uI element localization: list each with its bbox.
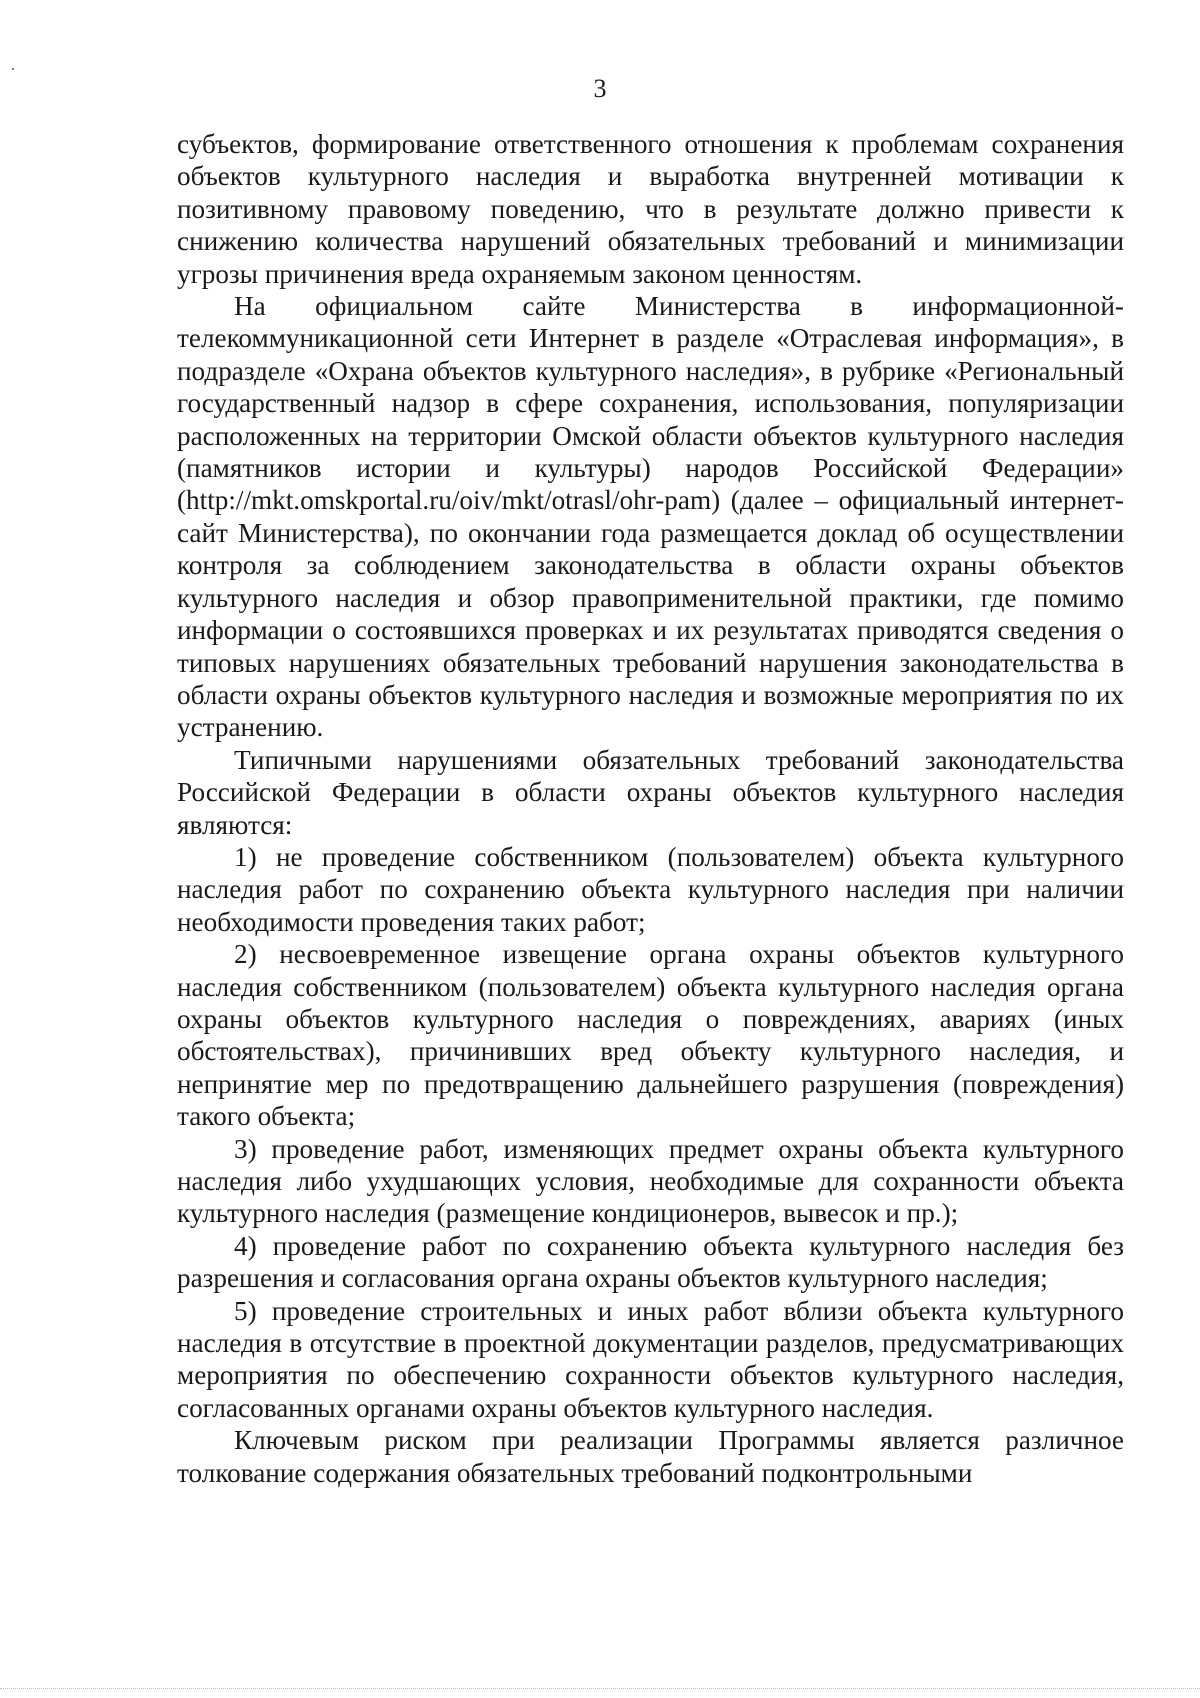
scan-speck <box>12 68 14 70</box>
list-item: 1) не проведение собственником (пользователем) объекта культурного наследия работ по сохранению объекта культурного наследия при наличии необходимости проведения таких работ; <box>177 841 1124 937</box>
paragraph: Типичными нарушениями обязательных требований законодательства Российской Федерации в области охраны объектов культурного наследия являются: <box>177 744 1124 840</box>
page-number: 3 <box>593 74 607 103</box>
paragraph: На официальном сайте Министерства в информационной-телекоммуникационной сети Интернет в разделе «Отраслевая информация», в подразделе «Охрана объектов культурного наследия», в рубрике «Региональный государственный надзор в сфере сохранения, использования, популяризации расположенных на территории Омской области объектов культурного наследия (памятников истории и культуры) народов Российской Федерации» (http://mkt.omskportal.ru/oiv/mkt/otrasl/ohr-pam) (далее – официальный интернет-сайт Министерства), по окончании года размещается доклад об осуществлении контроля за соблюдением законодательства в области охраны объектов культурного наследия и обзор правоприменительной практики, где помимо информации о состоявшихся проверках и их результатах приводятся сведения о типовых нарушениях обязательных требований нарушения законодательства в области охраны объектов культурного наследия и возможные мероприятия по их устранению. <box>177 291 1124 743</box>
paragraph: субъектов, формирование ответственного отношения к проблемам сохранения объектов культурного наследия и выработка внутренней мотивации к позитивному правовому поведению, что в результате должно привести к снижению количества нарушений обязательных требований и минимизации угрозы причинения вреда охраняемым законом ценностям. <box>177 129 1124 289</box>
list-item: 3) проведение работ, изменяющих предмет охраны объекта культурного наследия либо ухудшающих условия, необходимые для сохранности объекта культурного наследия (размещение кондиционеров, вывесок и пр.); <box>177 1133 1124 1229</box>
list-item: 5) проведение строительных и иных работ вблизи объекта культурного наследия в отсутствие в проектной документации разделов, предусматривающих мероприятия по обеспечению сохранности объектов культурного наследия, согласованных органами охраны объектов культурного наследия. <box>177 1295 1124 1423</box>
list-item: 4) проведение работ по сохранению объекта культурного наследия без разрешения и согласования органа охраны объектов культурного наследия; <box>177 1230 1124 1294</box>
document-body <box>177 128 1124 1489</box>
paragraph: Ключевым риском при реализации Программы является различное толкование содержания обязательных требований подконтрольными <box>177 1425 1124 1488</box>
scan-edge-line <box>0 1688 1200 1689</box>
list-item: 2) несвоевременное извещение органа охраны объектов культурного наследия собственником (пользователем) объекта культурного наследия органа охраны объектов культурного наследия о повреждениях, авариях (иных обстоятельствах), причинивших вред объекту культурного наследия, и непринятие мер по предотвращению дальнейшего разрушения (повреждения) такого объекта; <box>177 939 1124 1132</box>
